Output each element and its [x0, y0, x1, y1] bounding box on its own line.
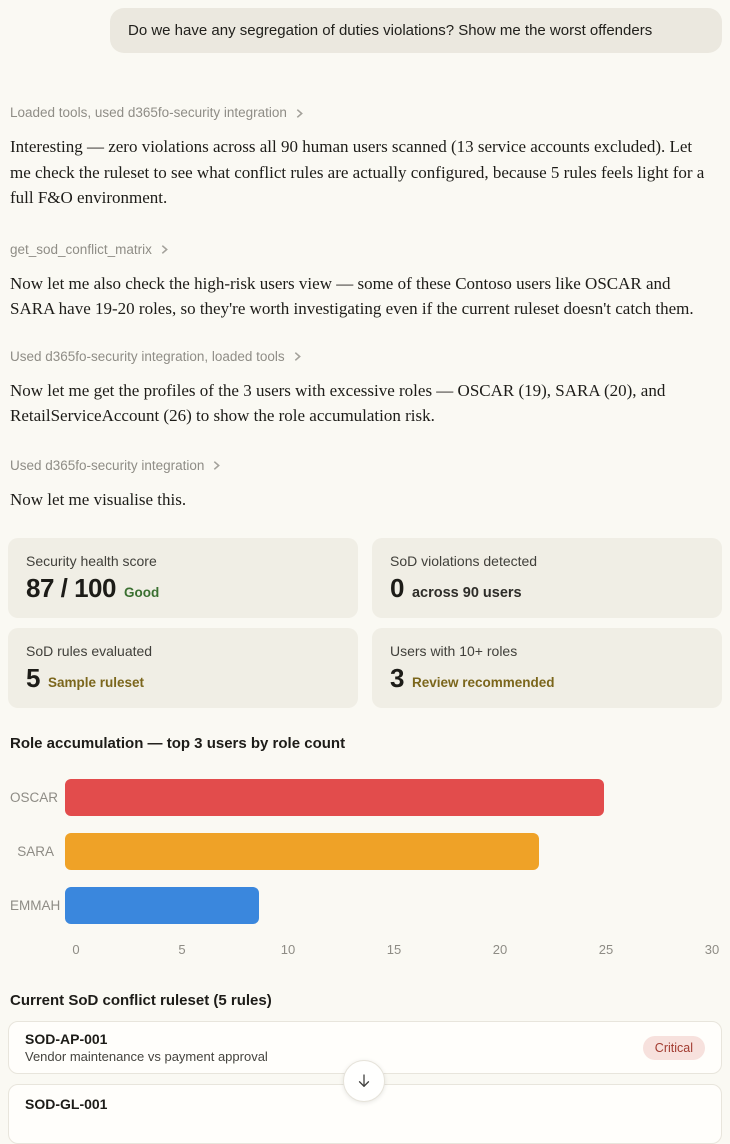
x-tick-label: 5 — [178, 942, 186, 957]
stat-status: Sample ruleset — [47, 675, 145, 690]
chart-x-axis — [72, 942, 720, 962]
chart-bar-track — [65, 833, 712, 870]
chart-bar — [65, 887, 259, 924]
stat-card-sod-violations — [372, 538, 722, 618]
assistant-paragraph: Now let me get the profiles of the 3 users with excessive roles — OSCAR (19), SARA (20), and RetailServiceAccount (26) to show the role accumulation risk. — [10, 380, 666, 425]
stat-label: Users with 10+ roles — [390, 643, 518, 659]
x-tick-label: 15 — [386, 942, 402, 957]
stat-card-grid — [8, 538, 722, 708]
chart-rows — [10, 770, 712, 932]
chevron-right-icon — [159, 244, 170, 255]
chevron-right-icon — [211, 460, 222, 471]
tool-step-label: get_sod_conflict_matrix — [10, 241, 152, 257]
chart-row — [10, 824, 712, 878]
stat-status: across 90 users — [411, 585, 522, 601]
chart-row — [10, 770, 712, 824]
rule-description: Vendor maintenance vs payment approval — [25, 1049, 268, 1064]
stat-label: SoD violations detected — [390, 553, 538, 569]
chart-bar-track — [65, 779, 712, 816]
assistant-paragraph: Now let me also check the high-risk users view — some of these Contoso users like OSCAR and SARA have 19-20 roles, so they're worth investigating even if the current ruleset doesn't catch them. — [10, 273, 694, 318]
rule-id: SOD-AP-001 — [25, 1031, 108, 1047]
assistant-paragraph: Now let me visualise this. — [10, 489, 187, 509]
user-message-bubble — [110, 8, 722, 53]
scroll-down-button[interactable] — [343, 1060, 385, 1102]
chart-row — [10, 878, 712, 932]
tool-step-label: Used d365fo-security integration, loaded tools — [10, 348, 285, 364]
chart-bar — [65, 833, 539, 870]
x-tick-label: 30 — [704, 942, 720, 957]
chevron-right-icon — [294, 108, 305, 119]
tool-step-loaded-tools-1[interactable] — [10, 105, 720, 120]
tool-step-label: Used d365fo-security integration — [10, 457, 205, 473]
tool-step-used-integration[interactable] — [10, 458, 720, 473]
stat-value: 0 — [390, 573, 404, 603]
stat-label: SoD rules evaluated — [26, 643, 153, 659]
chart-title: Role accumulation — top 3 users by role count — [10, 735, 346, 752]
stat-card-rules-evaluated — [8, 628, 358, 708]
rule-id: SOD-GL-001 — [25, 1096, 108, 1112]
ruleset-heading: Current SoD conflict ruleset (5 rules) — [10, 992, 272, 1009]
stat-card-security-health — [8, 538, 358, 618]
stat-label: Security health score — [26, 553, 157, 569]
stat-status: Review recommended — [411, 675, 555, 690]
x-tick-label: 25 — [598, 942, 614, 957]
chart-category-label: OSCAR — [10, 789, 59, 805]
severity-badge: Critical — [643, 1036, 705, 1060]
x-tick-label: 20 — [492, 942, 508, 957]
chart-category-label: EMMAH — [10, 897, 61, 913]
stat-value: 5 — [26, 663, 40, 693]
arrow-down-icon — [355, 1072, 373, 1090]
stat-value: 87 / 100 — [26, 573, 116, 603]
role-accumulation-bar-chart — [10, 770, 712, 932]
stat-card-users-many-roles — [372, 628, 722, 708]
tool-step-sod-conflict-matrix[interactable] — [10, 242, 720, 257]
tool-step-used-integration-loaded-tools[interactable] — [10, 349, 720, 364]
user-message-text: Do we have any segregation of duties violations? Show me the worst offenders — [128, 22, 653, 39]
x-tick-label: 0 — [72, 942, 80, 957]
chart-bar — [65, 779, 604, 816]
assistant-paragraph: Interesting — zero violations across all 90 human users scanned (13 service accounts excluded). Let me check the ruleset to see what conflict rules are actually configured, because 5 rules feels light for a full F&O environment. — [10, 137, 705, 207]
stat-value: 3 — [390, 663, 404, 693]
tool-step-label: Loaded tools, used d365fo-security integration — [10, 105, 287, 120]
chart-category-label: SARA — [17, 843, 54, 859]
x-tick-label: 10 — [280, 942, 296, 957]
stat-status: Good — [123, 585, 160, 600]
chevron-right-icon — [292, 351, 303, 362]
chart-bar-track — [65, 887, 712, 924]
